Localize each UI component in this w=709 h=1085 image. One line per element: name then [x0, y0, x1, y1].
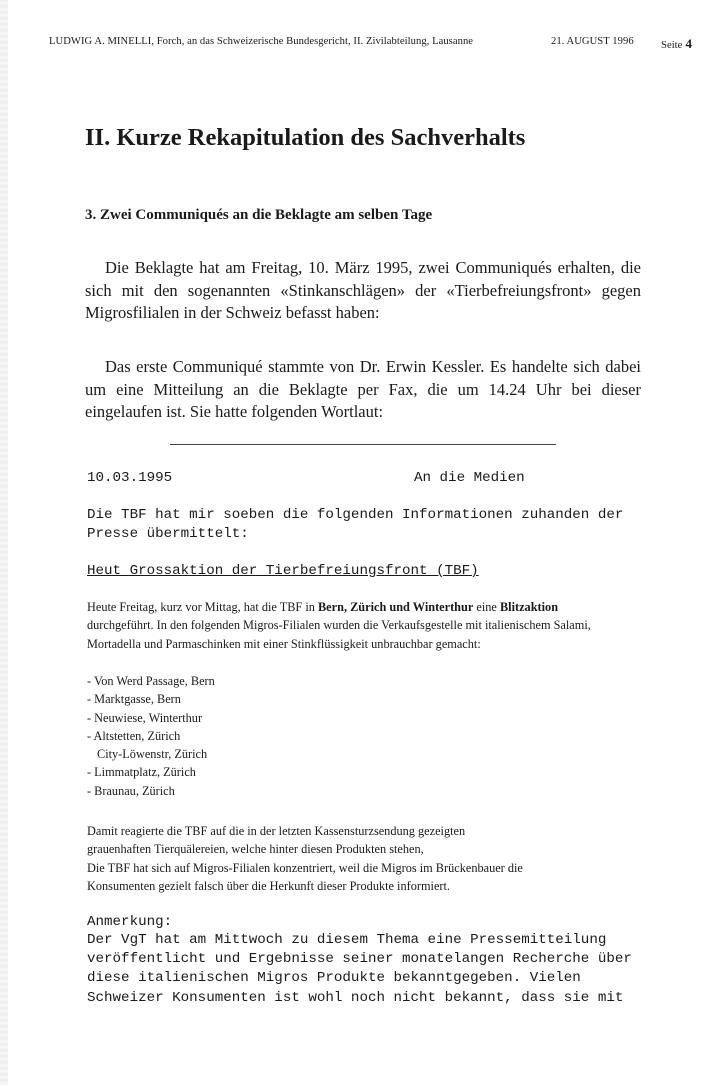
note-line: Der VgT hat am Mittwoch zu diesem Thema eine Pressemitteilung — [87, 932, 607, 948]
memo-intro: Die TBF hat mir soeben die folgenden Informationen zuhanden der Presse übermittelt: — [87, 507, 624, 543]
separator-line — [170, 444, 556, 445]
note-text — [87, 931, 647, 1008]
note-line: diese italienischen Migros Produkte bekanntgegeben. Vielen — [87, 970, 581, 987]
memo-heading: Heut Grossaktion der Tierbefreiungsfront (TBF) — [87, 563, 479, 579]
report-text-2: eine — [473, 600, 500, 614]
header-page-number: 4 — [685, 36, 692, 51]
report-text-1: Heute Freitag, kurz vor Mittag, hat die TBF in — [87, 600, 318, 614]
memo-date: 10.03.1995 — [87, 470, 173, 486]
list-item: - Altstetten, Zürich — [87, 728, 181, 743]
location-list — [87, 672, 215, 800]
report-text-3: durchgeführt. In den folgenden Migros-Filialen wurden die Verkaufsgestelle mit italienischem Salami, Mortadella und Parmaschinken mit einer Stinkflüssigkeit unbrauchbar gemacht: — [87, 618, 591, 651]
reaction-line: grauenhaften Tierquälereien, welche hinter diesen Produkten stehen, — [87, 842, 424, 857]
memo-reaction — [87, 822, 627, 895]
body-paragraph-1: Die Beklagte hat am Freitag, 10. März 1995, zwei Communiqués erhalten, die sich mit den sogenannten «Stinkanschlägen» der «Tierbefreiungsfront» gegen Migrosfilialen in der Schweiz befasst haben: — [85, 258, 641, 322]
header-date: 21. AUGUST 1996 — [551, 36, 634, 47]
subsection-heading: 3. Zwei Communiqués an die Beklagte am selben Tage — [85, 207, 433, 223]
reaction-line: Konsumenten gezielt falsch über die Herkunft dieser Produkte informiert. — [87, 878, 450, 893]
memo-report — [87, 598, 627, 653]
reaction-line: Damit reagierte die TBF auf die in der letzten Kassensturzsendung gezeigten — [87, 824, 466, 838]
header-page — [661, 36, 692, 52]
note-label: Anmerkung: — [87, 914, 173, 930]
scan-edge-shadow — [0, 0, 8, 1085]
header-page-label: Seite — [661, 40, 683, 51]
list-item: - Neuwiese, Winterthur — [87, 710, 203, 725]
list-item: City-Löwenstr, Zürich — [97, 747, 208, 762]
report-blitzaktion: Blitzaktion — [499, 600, 559, 614]
note-line: veröffentlicht und Ergebnisse seiner monatelangen Recherche über — [87, 951, 632, 968]
memo-recipient: An die Medien — [414, 470, 525, 486]
list-item: - Marktgasse, Bern — [87, 692, 181, 707]
list-item: - Von Werd Passage, Bern — [87, 674, 215, 688]
reaction-line: Die TBF hat sich auf Migros-Filialen konzentriert, weil die Migros im Brückenbauer die — [87, 860, 523, 875]
section-title: II. Kurze Rekapitulation des Sachverhalts — [85, 124, 526, 151]
report-cities: Bern, Zürich und Winterthur — [317, 600, 474, 614]
note-line: Schweizer Konsumenten ist wohl noch nicht bekannt, dass sie mit — [87, 989, 624, 1006]
list-item: - Limmatplatz, Zürich — [87, 765, 196, 780]
list-item: - Braunau, Zürich — [87, 783, 175, 798]
header-author-line: LUDWIG A. MINELLI, Forch, an das Schweizerische Bundesgericht, II. Zivilabteilung, Lausanne — [49, 36, 474, 47]
body-paragraph-2: Das erste Communiqué stammte von Dr. Erwin Kessler. Es handelte sich dabei um eine Mitteilung an die Beklagte per Fax, die um 14.24 Uhr bei dieser eingelaufen ist. Sie hatte folgenden Wortlaut: — [85, 357, 641, 421]
